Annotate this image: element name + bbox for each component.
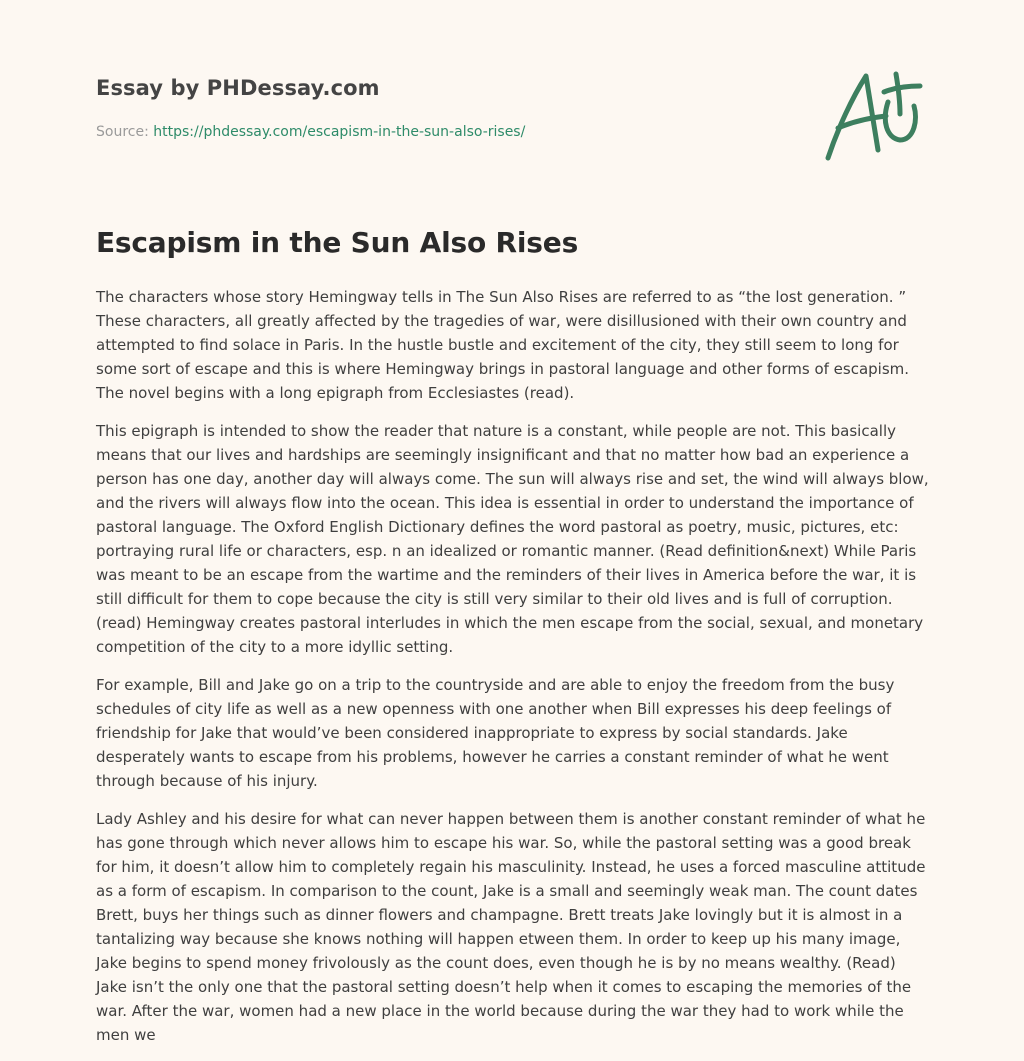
essay-page xyxy=(96,0,930,1044)
essay-title: Escapism in the Sun Also Rises xyxy=(96,226,579,259)
source-line xyxy=(96,124,525,140)
paragraph-1: The characters whose story Hemingway tells in The Sun Also Rises are referred to as “the lost generation. ” These characters, all greatly affected by the tragedies of war, were disillusioned with their own country and attempted to find solace in Paris. In the hustle bustle and excitement of the city, they still seem to long for some sort of escape and this is where Hemingway brings in pastoral language and other forms of escapism. The novel begins with a long epigraph from Ecclesiastes (read). xyxy=(96,288,910,402)
paragraph-2: This epigraph is intended to show the reader that nature is a constant, while people are not. This basically means that our lives and hardships are seemingly insignificant and that no matter how bad an experience a person has one day, another day will always come. The sun will always rise and set, the wind will always blow, and the rivers will always flow into the ocean. This idea is essential in order to understand the importance of pastoral language. The Oxford English Dictionary defines the word pastoral as poetry, music, pictures, etc: portraying rural life or characters, esp. n an idealized or romantic manner. (Read definition&next) While Paris was meant to be an escape from the wartime and the reminders of their lives in America before the war, it is still difficult for them to cope because the city is still very similar to their old lives and is full of corruption. (read) Hemingway creates pastoral interludes in which the men escape from the social, sexual, and monetary competition of the city to a more idyllic setting. xyxy=(96,422,929,656)
paragraph-3: For example, Bill and Jake go on a trip to the countryside and are able to enjoy the freedom from the busy schedules of city life as well as a new openness with one another when Bill expresses his deep feelings of friendship for Jake that would’ve been considered inappropriate to express by social standards. Jake desperately wants to escape from his problems, however he carries a constant reminder of what he went through because of his injury. xyxy=(96,676,895,790)
source-label: Source: xyxy=(96,124,154,140)
paragraph-4: Lady Ashley and his desire for what can never happen between them is another constant reminder of what he has gone through which never allows him to escape his war. So, while the pastoral setting was a good break for him, it doesn’t allow him to completely regain his masculinity. Instead, he uses a forced masculine attitude as a form of escapism. In comparison to the count, Jake is a small and seemingly weak man. The count dates Brett, buys her things such as dinner flowers and champagne. Brett treats Jake lovingly but it is almost in a tantalizing way because she knows nothing will happen etween them. In order to keep up his many image, Jake begins to spend money frivolously as the count does, even though he is by no means wealthy. (Read) Jake isn’t the only one that the pastoral setting doesn’t help when it comes to escaping the memories of the war. After the war, women had a new place in the world because during the war they had to work while the men we xyxy=(96,810,926,1044)
source-link[interactable]: https://phdessay.com/escapism-in-the-sun-also-rises/ xyxy=(153,124,526,140)
site-title: Essay by PHDessay.com xyxy=(96,76,380,100)
a-plus-logo-icon xyxy=(820,66,930,166)
essay-body xyxy=(96,285,930,1061)
